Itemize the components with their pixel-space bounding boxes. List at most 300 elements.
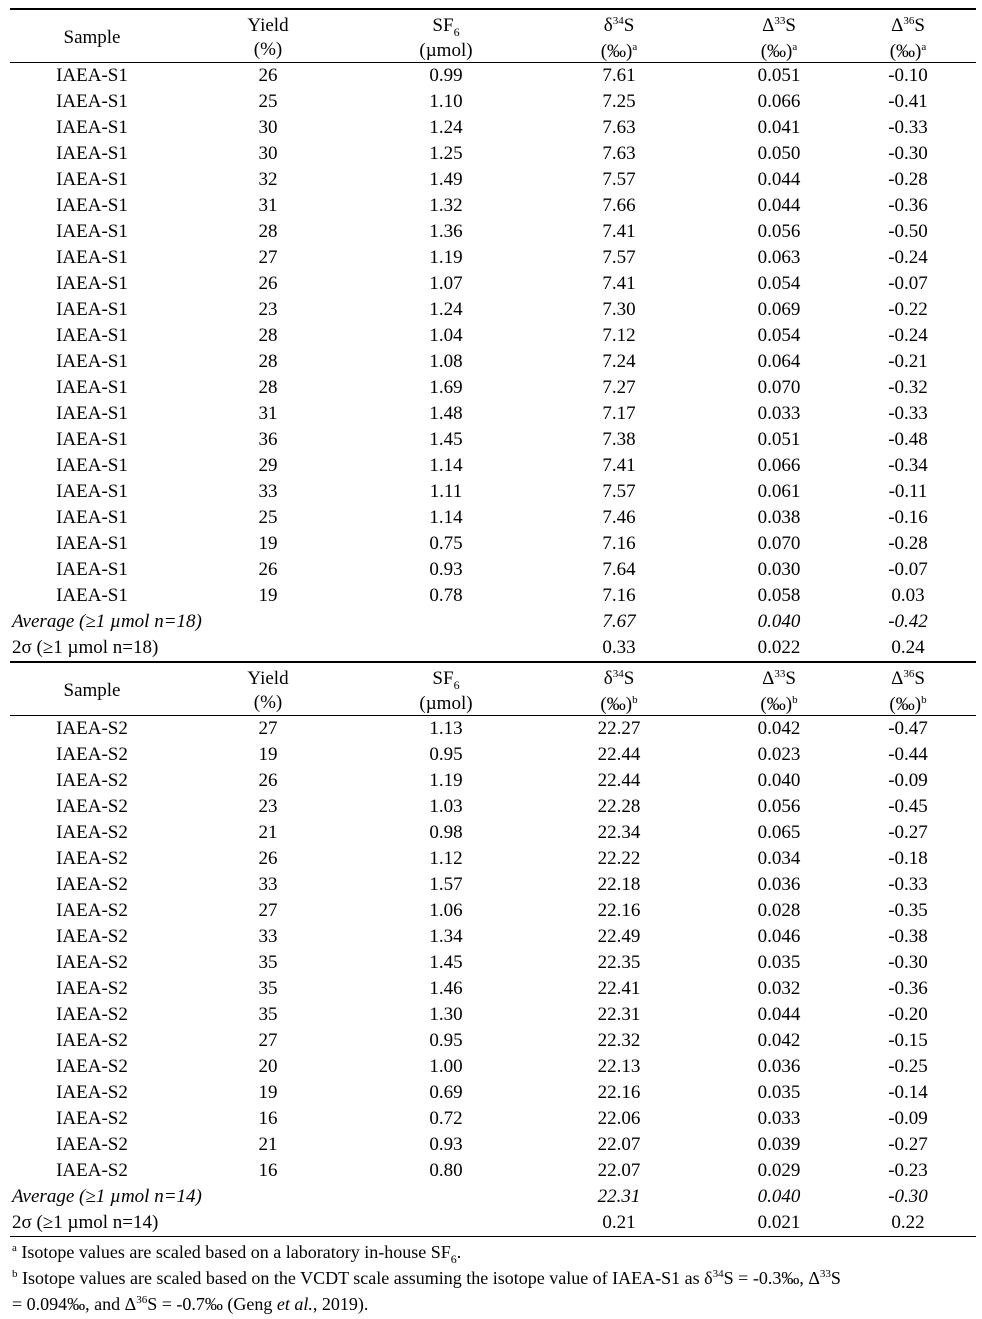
cell-d33s: 0.038 [757,507,801,528]
footnote-b-text-4: = 0.094‰, and Δ [12,1294,137,1314]
cell-sample: IAEA-S2 [56,796,128,817]
cell-yield: 31 [258,403,278,424]
header-d34-mass: 34 [612,668,624,680]
cell-d36s: -0.28 [888,169,928,190]
table-row [10,924,976,950]
sigma-d36s: 0.24 [891,637,925,658]
cell-d33s: 0.044 [757,195,801,216]
cell-d36s: -0.20 [888,1004,928,1025]
cell-sf6: 1.08 [429,351,463,372]
header-sample: Sample [63,27,121,48]
footnote-b [10,1267,976,1319]
header-permil: (‰) [889,41,922,62]
average-d36s: -0.42 [888,611,928,632]
table-row [10,950,976,976]
cell-sample: IAEA-S1 [56,507,128,528]
cell-yield: 19 [258,744,278,765]
cell-d36s: -0.34 [888,455,928,476]
cell-d33s: 0.042 [757,718,801,739]
cell-yield: 28 [258,325,278,346]
cell-yield: 35 [258,1004,278,1025]
cell-d33s: 0.035 [757,952,801,973]
header-d34-symbol: δ [603,668,613,689]
cell-yield: 32 [258,169,278,190]
cell-sample: IAEA-S2 [56,1056,128,1077]
sigma-d33s: 0.021 [757,1212,801,1233]
cell-yield: 26 [258,65,278,86]
average-d36s: -0.30 [888,1186,928,1207]
table-row [10,271,976,297]
header-d34-s: S [623,668,635,689]
cell-yield: 31 [258,195,278,216]
sigma-d34s: 0.33 [602,637,636,658]
cell-d34s: 7.41 [602,455,636,476]
cell-d33s: 0.056 [757,796,801,817]
cell-d33s: 0.069 [757,299,801,320]
cell-d36s: -0.35 [888,900,928,921]
header-yield-label: Yield [247,15,289,36]
footnote-a [10,1241,976,1267]
cell-d36s: -0.33 [888,403,928,424]
cell-sf6: 0.75 [429,533,463,554]
cell-sf6: 1.11 [429,481,463,502]
header-d33 [710,667,848,719]
average-label: Average (≥1 µmol n=18) [12,611,202,632]
cell-d34s: 22.22 [597,848,641,869]
header-d33-symbol: Δ [762,668,775,689]
cell-d33s: 0.034 [757,848,801,869]
cell-d36s: -0.25 [888,1056,928,1077]
header-sf6-unit: (µmol) [419,40,473,61]
cell-d33s: 0.066 [757,91,801,112]
cell-sf6: 1.45 [429,952,463,973]
cell-sf6: 0.78 [429,585,463,606]
column-header-row [10,10,976,62]
cell-yield: 19 [258,533,278,554]
cell-d36s: -0.33 [888,117,928,138]
footnote-b-sup-2: 33 [819,1268,831,1280]
cell-sample: IAEA-S2 [56,1160,128,1181]
cell-d36s: -0.32 [888,377,928,398]
header-yield [210,14,326,62]
cell-d33s: 0.033 [757,403,801,424]
header-permil: (‰) [760,41,793,62]
table-row [10,768,976,794]
average-d34s: 7.67 [602,611,636,632]
footnote-b-sup-3: 36 [136,1294,148,1306]
cell-d36s: -0.11 [888,481,928,502]
header-d33-symbol: Δ [762,15,775,36]
cell-sample: IAEA-S2 [56,848,128,869]
table-row [10,167,976,193]
header-yield-unit: (%) [253,692,283,713]
cell-d36s: -0.14 [888,1082,928,1103]
cell-d34s: 22.41 [597,978,641,999]
bottom-rule [10,1236,976,1237]
cell-sample: IAEA-S2 [56,952,128,973]
cell-d36s: -0.16 [888,507,928,528]
cell-d33s: 0.063 [757,247,801,268]
cell-d36s: -0.23 [888,1160,928,1181]
header-d34-mass: 34 [612,15,624,27]
cell-yield: 28 [258,221,278,242]
cell-yield: 19 [258,1082,278,1103]
cell-d34s: 22.49 [597,926,641,947]
header-d33-s: S [785,668,796,689]
cell-sf6: 0.95 [429,1030,463,1051]
sigma-label: 2σ (≥1 µmol n=18) [12,637,159,658]
table-row [10,89,976,115]
sigma-label: 2σ (≥1 µmol n=14) [12,1212,159,1233]
cell-yield: 29 [258,455,278,476]
cell-sample: IAEA-S1 [56,559,128,580]
cell-sample: IAEA-S1 [56,299,128,320]
average-row [10,609,976,635]
footnote-b-mark: b [12,1268,18,1280]
cell-d34s: 7.61 [602,65,636,86]
header-sf6 [380,14,512,63]
cell-d36s: -0.24 [888,247,928,268]
cell-sample: IAEA-S1 [56,481,128,502]
cell-sample: IAEA-S1 [56,143,128,164]
cell-sf6: 1.48 [429,403,463,424]
header-sf6 [380,667,512,716]
cell-d34s: 22.44 [597,744,641,765]
cell-d36s: -0.15 [888,1030,928,1051]
header-d36-label [840,14,976,40]
cell-d33s: 0.028 [757,900,801,921]
header-yield [210,667,326,715]
cell-sample: IAEA-S1 [56,195,128,216]
header-d34-symbol: δ [603,15,613,36]
table-row [10,375,976,401]
header-footnote-mark: a [632,41,638,53]
cell-d33s: 0.023 [757,744,801,765]
cell-d34s: 22.18 [597,874,641,895]
cell-d36s: -0.41 [888,91,928,112]
header-permil: (‰) [600,694,633,715]
cell-d34s: 7.64 [602,559,636,580]
average-d34s: 22.31 [597,1186,641,1207]
cell-sample: IAEA-S1 [56,533,128,554]
cell-d34s: 7.12 [602,325,636,346]
cell-sample: IAEA-S1 [56,117,128,138]
cell-d34s: 22.16 [597,900,641,921]
cell-d36s: -0.50 [888,221,928,242]
cell-sf6: 1.45 [429,429,463,450]
table-row [10,1002,976,1028]
cell-d33s: 0.036 [757,874,801,895]
table-row [10,1080,976,1106]
header-d36-mass: 36 [903,668,915,680]
cell-d33s: 0.054 [757,273,801,294]
footnote-b-text-1: Isotope values are scaled based on the VCDT scale assuming the isotope value of IAEA-S1 as δ [17,1268,713,1288]
cell-d33s: 0.036 [757,1056,801,1077]
cell-d34s: 22.31 [597,1004,641,1025]
table-row [10,193,976,219]
cell-sf6: 1.06 [429,900,463,921]
cell-sample: IAEA-S1 [56,403,128,424]
header-d33-mass: 33 [774,668,786,680]
average-d33s: 0.040 [757,611,801,632]
cell-yield: 26 [258,848,278,869]
cell-sf6: 1.13 [429,718,463,739]
cell-d34s: 22.06 [597,1108,641,1129]
header-d34-label [550,14,688,40]
header-d36-symbol: Δ [891,668,904,689]
cell-d36s: -0.47 [888,718,928,739]
table-row [10,794,976,820]
cell-d33s: 0.056 [757,221,801,242]
cell-sf6: 1.14 [429,455,463,476]
table-row [10,846,976,872]
cell-d33s: 0.044 [757,169,801,190]
cell-sample: IAEA-S1 [56,247,128,268]
cell-sample: IAEA-S2 [56,1134,128,1155]
cell-sf6: 0.72 [429,1108,463,1129]
footnote-b-text-5: S = -0.7‰ (Geng [147,1294,277,1314]
cell-d33s: 0.042 [757,1030,801,1051]
cell-sf6: 1.36 [429,221,463,242]
sigma-d34s: 0.21 [602,1212,636,1233]
header-permil: (‰) [600,41,633,62]
cell-sample: IAEA-S1 [56,429,128,450]
table-row [10,479,976,505]
sigma-d36s: 0.22 [891,1212,925,1233]
table-row [10,742,976,768]
cell-sf6: 1.34 [429,926,463,947]
cell-d36s: -0.28 [888,533,928,554]
header-d36 [840,667,976,719]
footnote-a-mark: a [12,1242,17,1254]
cell-d36s: -0.33 [888,874,928,895]
cell-d34s: 22.34 [597,822,641,843]
section-iaea-s1 [10,10,976,661]
cell-d36s: -0.21 [888,351,928,372]
table-row [10,820,976,846]
cell-sample: IAEA-S2 [56,900,128,921]
cell-sample: IAEA-S2 [56,1108,128,1129]
cell-yield: 30 [258,117,278,138]
cell-d34s: 7.27 [602,377,636,398]
cell-d33s: 0.029 [757,1160,801,1181]
cell-d36s: -0.18 [888,848,928,869]
cell-d36s: -0.27 [888,1134,928,1155]
cell-d33s: 0.064 [757,351,801,372]
table-row [10,1158,976,1184]
cell-yield: 16 [258,1160,278,1181]
column-header-row [10,663,976,715]
cell-d33s: 0.030 [757,559,801,580]
table-row [10,115,976,141]
cell-d36s: -0.24 [888,325,928,346]
cell-yield: 26 [258,559,278,580]
cell-d33s: 0.058 [757,585,801,606]
table-row [10,557,976,583]
table-row [10,219,976,245]
cell-sf6: 0.80 [429,1160,463,1181]
cell-yield: 33 [258,481,278,502]
footnote-a-end: . [456,1242,462,1262]
cell-sf6: 1.12 [429,848,463,869]
header-yield-unit: (%) [253,39,283,60]
cell-d34s: 7.16 [602,533,636,554]
cell-d33s: 0.035 [757,1082,801,1103]
table-row [10,505,976,531]
cell-d34s: 22.32 [597,1030,641,1051]
header-sf6-unit: (µmol) [419,693,473,714]
cell-sf6: 1.19 [429,770,463,791]
header-permil: (‰) [760,694,793,715]
cell-d33s: 0.041 [757,117,801,138]
cell-yield: 27 [258,1030,278,1051]
cell-yield: 23 [258,796,278,817]
cell-yield: 27 [258,718,278,739]
cell-d33s: 0.051 [757,429,801,450]
isotope-table [10,8,976,1319]
cell-d33s: 0.044 [757,1004,801,1025]
header-sample: Sample [63,680,121,701]
table-row [10,716,976,742]
cell-yield: 33 [258,874,278,895]
header-sf6-sub: 6 [453,678,460,692]
cell-sf6: 1.04 [429,325,463,346]
header-d36-label [840,667,976,693]
cell-sample: IAEA-S2 [56,1004,128,1025]
cell-sample: IAEA-S1 [56,351,128,372]
header-permil: (‰) [889,694,922,715]
table-row [10,1106,976,1132]
header-sf6-sub: 6 [453,25,460,39]
cell-yield: 33 [258,926,278,947]
cell-d33s: 0.050 [757,143,801,164]
header-d36-symbol: Δ [891,15,904,36]
header-sf6-base: SF [432,668,454,689]
cell-d36s: -0.07 [888,273,928,294]
cell-d36s: 0.03 [891,585,925,606]
cell-d33s: 0.061 [757,481,801,502]
cell-sample: IAEA-S1 [56,169,128,190]
cell-d34s: 7.30 [602,299,636,320]
cell-sample: IAEA-S1 [56,455,128,476]
header-d34-label [550,667,688,693]
cell-d34s: 7.25 [602,91,636,112]
cell-d36s: -0.30 [888,952,928,973]
cell-d33s: 0.070 [757,533,801,554]
cell-sample: IAEA-S2 [56,874,128,895]
cell-d34s: 22.07 [597,1160,641,1181]
cell-sample: IAEA-S1 [56,91,128,112]
table-row [10,401,976,427]
header-sf6-base: SF [432,15,454,36]
header-yield-label: Yield [247,668,289,689]
cell-d33s: 0.054 [757,325,801,346]
table-row [10,1028,976,1054]
header-footnote-mark: b [921,694,927,706]
cell-sample: IAEA-S2 [56,822,128,843]
table-row [10,976,976,1002]
cell-d34s: 7.17 [602,403,636,424]
cell-d34s: 7.41 [602,273,636,294]
cell-yield: 26 [258,273,278,294]
cell-d34s: 22.13 [597,1056,641,1077]
cell-sample: IAEA-S1 [56,325,128,346]
cell-sample: IAEA-S2 [56,770,128,791]
footnote-b-text-3: S [830,1268,841,1288]
average-label: Average (≥1 µmol n=14) [12,1186,202,1207]
footnote-a-text: Isotope values are scaled based on a laboratory in-house SF [16,1242,451,1262]
cell-sf6: 1.19 [429,247,463,268]
cell-sf6: 1.69 [429,377,463,398]
cell-sample: IAEA-S1 [56,221,128,242]
cell-sample: IAEA-S2 [56,978,128,999]
cell-sf6: 1.32 [429,195,463,216]
footnote-b-text-2: S = -0.3‰, Δ [723,1268,820,1288]
table-row [10,63,976,89]
footnote-b-text-6: , 2019). [312,1294,369,1314]
cell-yield: 28 [258,351,278,372]
cell-sample: IAEA-S2 [56,744,128,765]
cell-sf6: 0.98 [429,822,463,843]
average-row [10,1184,976,1210]
header-footnote-mark: a [792,41,798,53]
cell-sf6: 0.93 [429,559,463,580]
cell-d33s: 0.040 [757,770,801,791]
cell-sf6: 1.24 [429,299,463,320]
cell-sample: IAEA-S1 [56,273,128,294]
cell-d36s: -0.22 [888,299,928,320]
cell-sample: IAEA-S2 [56,718,128,739]
cell-sf6: 0.93 [429,1134,463,1155]
cell-d33s: 0.066 [757,455,801,476]
cell-yield: 28 [258,377,278,398]
cell-d36s: -0.07 [888,559,928,580]
header-sf6-label [380,14,512,39]
cell-yield: 26 [258,770,278,791]
cell-d34s: 7.24 [602,351,636,372]
table-row [10,872,976,898]
cell-d34s: 7.57 [602,169,636,190]
cell-d34s: 22.35 [597,952,641,973]
table-row [10,349,976,375]
cell-yield: 16 [258,1108,278,1129]
cell-d36s: -0.10 [888,65,928,86]
cell-d33s: 0.070 [757,377,801,398]
cell-yield: 35 [258,978,278,999]
cell-sf6: 1.03 [429,796,463,817]
cell-sf6: 1.49 [429,169,463,190]
cell-d36s: -0.48 [888,429,928,450]
table-row [10,427,976,453]
cell-sample: IAEA-S2 [56,1082,128,1103]
cell-d34s: 7.46 [602,507,636,528]
cell-d34s: 22.07 [597,1134,641,1155]
cell-sample: IAEA-S1 [56,65,128,86]
cell-sf6: 1.57 [429,874,463,895]
header-d36-s: S [914,668,925,689]
header-d34 [550,667,688,719]
sigma-row [10,1210,976,1236]
cell-sample: IAEA-S2 [56,1030,128,1051]
table-row [10,1132,976,1158]
table-row [10,898,976,924]
cell-d36s: -0.38 [888,926,928,947]
cell-sf6: 1.25 [429,143,463,164]
cell-yield: 21 [258,822,278,843]
header-d33-label [710,667,848,693]
cell-yield: 36 [258,429,278,450]
cell-d33s: 0.051 [757,65,801,86]
